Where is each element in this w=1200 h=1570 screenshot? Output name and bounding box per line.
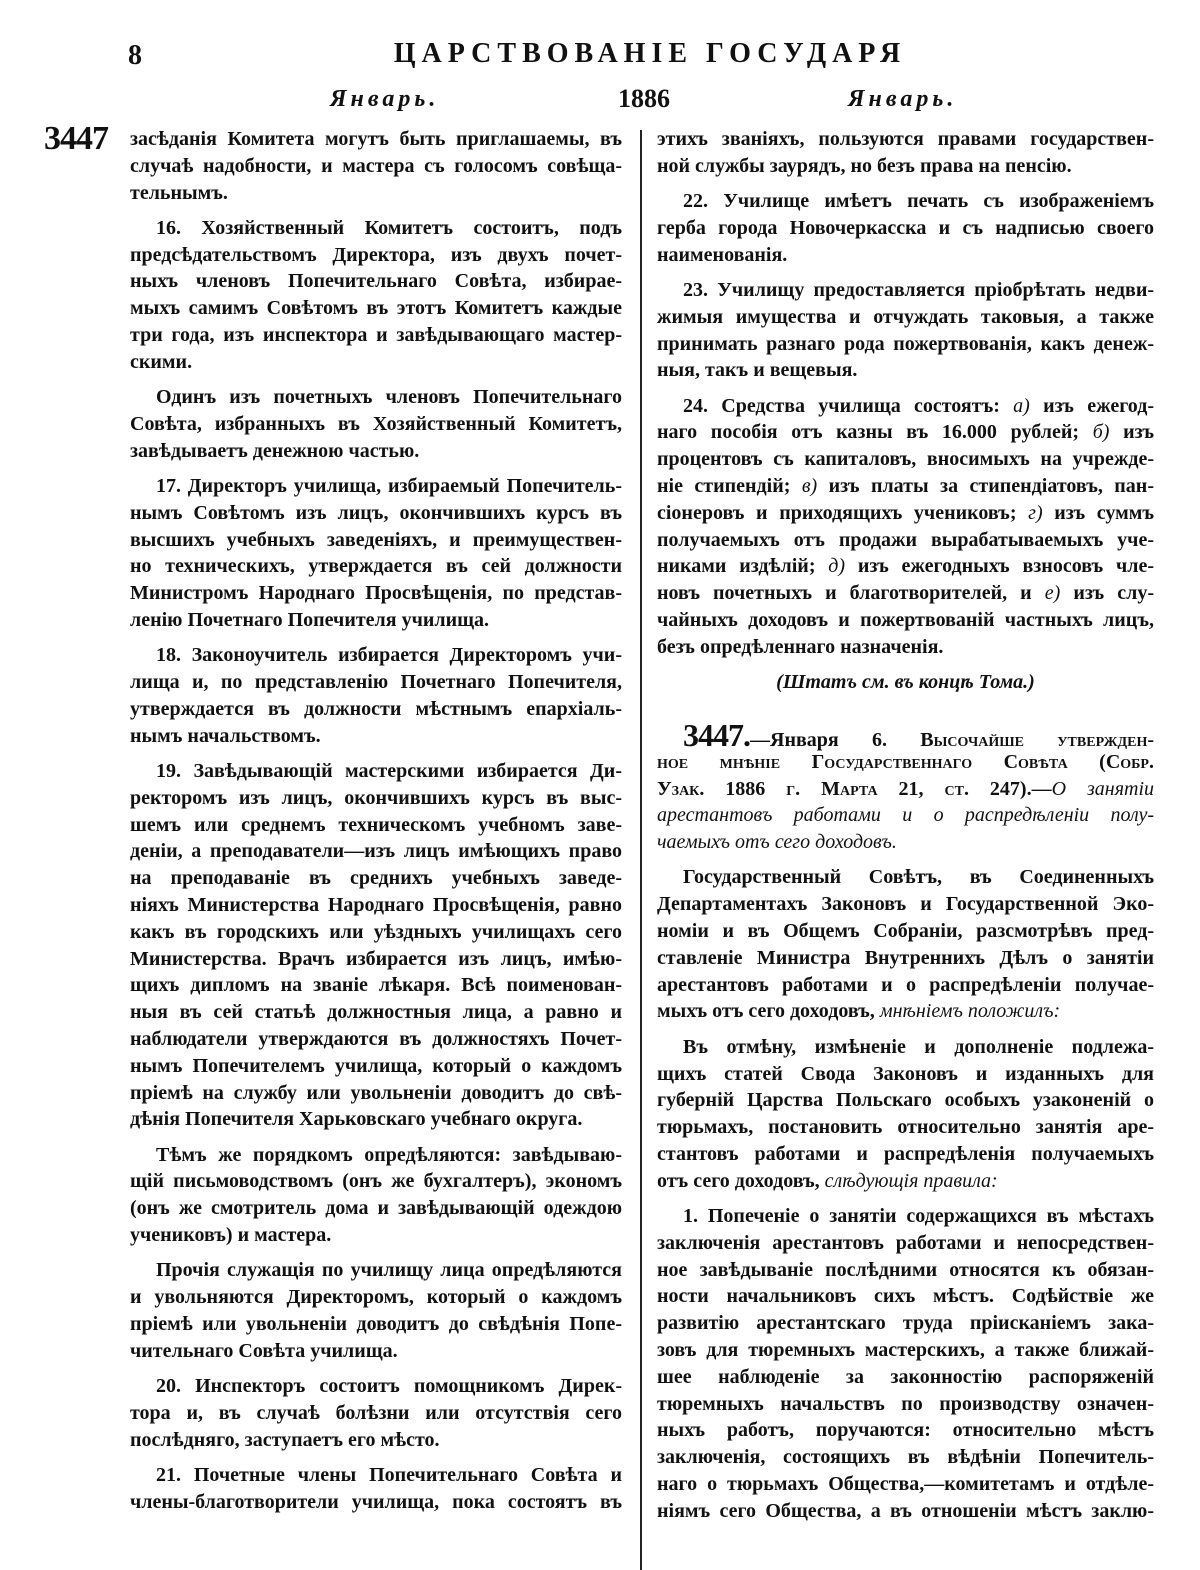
text-line: тора и, въ случаѣ болѣзни или отсутствія сего xyxy=(130,1401,622,1424)
text-line: процентовъ съ капиталовъ, вносимыхъ на учрежде- xyxy=(657,448,1154,471)
text-line: щій письмоводствомъ (онъ же бухгалтеръ), экономъ xyxy=(130,1170,622,1193)
text-line: жимыя имущества и отчуждать таковыя, а также xyxy=(657,305,1154,328)
text-line: арестантовъ работами и о распредѣленіи получае- xyxy=(657,973,1154,996)
paragraph xyxy=(657,126,1154,180)
paragraph xyxy=(657,1203,1154,1525)
text-line: Министерства. Врачъ избирается изъ лицъ, имѣю- xyxy=(130,947,622,970)
text-segment: изъ суммъ xyxy=(1042,501,1155,524)
text-line xyxy=(657,1168,1154,1195)
text-line: ное завѣдываніе послѣдними относятся къ обязан- xyxy=(657,1258,1154,1281)
text-line: пріемѣ или увольненіи доводитъ до свѣдѣнія Попе- xyxy=(130,1312,622,1335)
right-paragraphs-before xyxy=(657,126,1154,661)
text-segment: изъ ежегод- xyxy=(1029,394,1154,417)
text-line xyxy=(657,500,1154,527)
text-line: 1. Попеченіе о занятіи содержащихся въ мѣстахъ xyxy=(683,1204,1154,1227)
text-line: шемъ или среднемъ техническомъ учебномъ заве- xyxy=(130,813,622,836)
text-line: щихъ дипломъ на званіе лѣкаря. Всѣ поименован- xyxy=(130,974,622,997)
text-segment: д) xyxy=(828,555,846,578)
text-line: тельнымъ. xyxy=(130,181,228,204)
text-segment: г. Марта xyxy=(786,777,878,800)
text-segment: 247).— xyxy=(968,777,1052,800)
paragraph xyxy=(657,277,1154,384)
article-number: 3447. xyxy=(683,716,750,753)
text-segment: ное мнѣніе Государственнаго Совѣта xyxy=(657,750,1068,773)
text-segment: Высочайше утвержден- xyxy=(920,728,1154,751)
text-line xyxy=(657,802,1154,829)
text-line: на преподаваніе въ среднихъ учебныхъ заведе- xyxy=(130,867,622,890)
text-line: завѣдываетъ денежною частью. xyxy=(130,439,420,462)
text-line: 19. Завѣдывающій мастерскими избирается Ди- xyxy=(156,760,622,783)
text-segment: сіонеровъ и приходящихъ учениковъ; xyxy=(657,501,1029,524)
margin-article-number: 3447 xyxy=(44,120,108,157)
text-line: ніямъ сего Общества, а въ отношеніи мѣстъ заклю- xyxy=(657,1499,1154,1522)
text-line: Департаментахъ Законовъ и Государственной Эко- xyxy=(657,893,1154,916)
text-line xyxy=(657,393,1154,420)
text-line: этихъ званіяхъ, пользуются правами государствен- xyxy=(657,128,1154,150)
paragraph xyxy=(130,1462,622,1516)
text-segment: изъ слу- xyxy=(1060,582,1155,605)
text-line: 18. Законоучитель избирается Директоромъ учи- xyxy=(156,644,622,667)
paragraph xyxy=(130,215,622,376)
text-segment: новъ почетныхъ и благотворителей, и xyxy=(657,582,1045,605)
text-line xyxy=(657,716,1154,753)
text-line: безъ опредѣленнаго назначенія. xyxy=(657,635,944,658)
text-line: Министромъ Народнаго Просвѣщенія, по представ- xyxy=(130,582,622,605)
text-line xyxy=(657,829,1154,856)
text-segment: слѣдующія правила: xyxy=(824,1169,998,1192)
text-line: ставленіе Министра Внутреннихъ Дѣлъ о занятіи xyxy=(657,946,1154,969)
text-line: щихъ статей Свода Законовъ и изданныхъ для xyxy=(657,1062,1154,1085)
text-line: шее наблюденіе за законностію распоряженій xyxy=(657,1365,1154,1388)
text-segment: изъ ежегодныхъ взносовъ чле- xyxy=(845,555,1154,578)
text-segment: чаемыхъ отъ сего доходовъ. xyxy=(657,831,897,854)
text-line: 17. Директоръ училища, избираемый Попечитель- xyxy=(156,475,622,498)
text-line: скими. xyxy=(130,350,193,373)
text-line: принимать разнаго рода пожертвованія, какъ денеж- xyxy=(657,332,1154,355)
text-segment: б) xyxy=(1092,421,1110,444)
article-heading xyxy=(657,716,1155,856)
text-segment: Узак. xyxy=(657,777,705,800)
text-line: получаемыхъ отъ продажи вырабатываемыхъ уче- xyxy=(657,528,1154,551)
text-line xyxy=(657,998,1154,1025)
text-line xyxy=(657,776,1154,803)
paragraph xyxy=(130,473,622,634)
year: 1886 xyxy=(618,84,670,113)
text-line: наго о тюрьмахъ Общества,—комитетамъ и отдѣле- xyxy=(657,1472,1154,1495)
text-line: Тѣмъ же порядкомъ опредѣляются: завѣдываю- xyxy=(156,1143,622,1166)
paragraph xyxy=(657,393,1154,661)
page-number: 8 xyxy=(128,40,142,71)
text-line: нымъ Совѣтомъ изъ лицъ, окончившихъ курсъ въ xyxy=(130,501,622,524)
text-line: ныя, такъ и вещевыя. xyxy=(657,359,858,382)
text-line: но техническихъ, утверждается въ сей должности xyxy=(130,555,622,578)
text-segment: отъ сего доходовъ, xyxy=(657,1169,825,1192)
text-segment: изъ платы за стипендіатовъ, пан- xyxy=(817,475,1154,498)
text-line: ректоромъ изъ лицъ, окончившихъ курсъ въ выс- xyxy=(130,786,622,809)
month-left: Январь. xyxy=(330,86,440,112)
text-line xyxy=(657,553,1154,580)
text-segment: арестантовъ работами и о распредѣленіи полу- xyxy=(657,804,1154,827)
text-line: ленію Почетнаго Попечителя училища. xyxy=(130,609,490,632)
text-line: наименованія. xyxy=(657,243,788,266)
text-segment: 21, xyxy=(877,777,945,800)
text-line xyxy=(657,419,1154,446)
text-line: чительнаго Совѣта училища. xyxy=(130,1339,398,1362)
text-line: Государственный Совѣтъ, въ Соединенныхъ xyxy=(683,866,1154,889)
text-line: дѣнія Попечителя Харьковскаго учебнаго округа. xyxy=(130,1108,583,1131)
text-line: послѣдняго, заступаетъ его мѣсто. xyxy=(130,1428,440,1451)
text-line: мыхъ самимъ Совѣтомъ въ этотъ Комитетъ каждые xyxy=(130,297,622,320)
text-line: заключенія арестантовъ работами и непосредствен- xyxy=(657,1231,1154,1254)
text-line: утверждается въ должности мѣстнымъ епархіаль- xyxy=(130,697,622,720)
right-paragraphs-after xyxy=(657,716,1155,1525)
text-line xyxy=(657,473,1154,500)
text-line: три года, изъ инспектора и завѣдывающаго мастер- xyxy=(130,324,622,347)
text-line: зовъ для тюремныхъ мастерскихъ, а также ближай- xyxy=(657,1338,1154,1361)
text-line: 22. Училище имѣетъ печать съ изображеніемъ xyxy=(683,190,1154,213)
paragraph xyxy=(657,864,1154,1025)
text-line: (онъ же смотритель дома и завѣдывающій одеждою xyxy=(130,1197,622,1220)
paragraph xyxy=(130,758,622,1133)
paragraph xyxy=(130,1373,622,1453)
text-line: ныхъ членовъ Попечительнаго Совѣта, избирае- xyxy=(130,270,622,293)
text-line: 21. Почетные члены Попечительнаго Совѣта и xyxy=(156,1463,622,1486)
text-segment: мнѣніемъ положилъ: xyxy=(879,1000,1061,1023)
text-line: заключенія, состоящихъ въ вѣдѣніи Попечитель- xyxy=(657,1446,1154,1469)
text-line: Совѣта, избранныхъ въ Хозяйственный Комитетъ, xyxy=(130,412,622,435)
text-line: засѣданія Комитета могутъ быть приглашаемы, въ xyxy=(130,128,622,150)
month-right: Январь. xyxy=(848,86,958,112)
text-line: предсѣдательствомъ Директора, изъ двухъ почет- xyxy=(130,243,622,266)
text-segment: мыхъ отъ сего доходовъ, xyxy=(657,1000,880,1023)
text-line: ныя въ сей статьѣ должностныя лица, а равно и xyxy=(130,1001,622,1024)
text-segment: 24. Средства училища состоятъ: xyxy=(683,394,1014,417)
text-line: учениковъ) и мастера. xyxy=(130,1224,332,1247)
text-line: нымъ Попечителемъ училища, который о каждомъ xyxy=(130,1054,622,1077)
text-line: тюрьмахъ, постановить относительно занятія аре- xyxy=(657,1116,1154,1139)
text-line: деніи, а преподаватели—изъ лицъ имѣющихъ право xyxy=(130,840,622,863)
text-line: 16. Хозяйственный Комитетъ состоитъ, подъ xyxy=(156,216,622,239)
text-line: 23. Училищу предоставляется пріобрѣтать недви- xyxy=(683,278,1154,301)
running-title: ЦАРСТВОВАНІЕ ГОСУДАРЯ xyxy=(393,38,907,69)
text-segment: изъ xyxy=(1109,421,1154,444)
text-line: лища и, по представленію Почетнаго Попечителя, xyxy=(130,671,622,694)
paragraph xyxy=(130,642,622,749)
text-line: губерній Царства Польскаго особыхъ узаконеній о xyxy=(657,1089,1154,1112)
text-segment: —Января 6. xyxy=(750,728,921,751)
text-line: пріемѣ на службу или увольненіи доводитъ до свѣ- xyxy=(130,1081,622,1104)
paragraph xyxy=(130,384,622,464)
left-column xyxy=(130,126,622,1524)
text-segment: ніе стипендій; xyxy=(657,475,802,498)
right-column xyxy=(657,126,1154,1533)
paragraph xyxy=(130,1142,622,1249)
text-line: развитію арестантскаго труда пріисканіемъ зака- xyxy=(657,1312,1154,1335)
text-segment: наго пособія отъ казны въ 16.000 рублей; xyxy=(657,421,1093,444)
text-line: Одинъ изъ почетныхъ членовъ Попечительнаго xyxy=(156,386,622,409)
text-segment: е) xyxy=(1044,582,1061,605)
text-segment: г) xyxy=(1028,501,1043,524)
staff-note: (Штатъ см. въ концѣ Тома.) xyxy=(776,671,1035,694)
text-line: стантовъ работами и распредѣленія получаемыхъ xyxy=(657,1142,1154,1165)
text-segment: Собр. xyxy=(1105,750,1154,773)
text-line xyxy=(657,580,1154,607)
column-divider xyxy=(640,130,642,1570)
paragraph xyxy=(657,1034,1154,1195)
text-segment: а) xyxy=(1013,394,1030,417)
text-segment: ( xyxy=(1067,750,1106,773)
text-segment: ст. xyxy=(944,777,969,800)
text-line: ности начальниковъ сихъ мѣстъ. Содѣйствіе же xyxy=(657,1285,1154,1308)
text-line: ніяхъ Министерства Народнаго Просвѣщенія, равно xyxy=(130,894,622,917)
text-line: случаѣ надобности, и мастера съ голосомъ совѣща- xyxy=(130,154,622,177)
text-line: Прочія служащія по училищу лица опредѣляются xyxy=(156,1259,622,1282)
text-line: ной службы заурядъ, но безъ права на пенсію. xyxy=(657,154,1072,177)
text-line: нымъ начальствомъ. xyxy=(130,724,321,747)
text-line: герба города Новочеркасска и съ надписью своего xyxy=(657,216,1154,239)
paragraph xyxy=(130,1257,622,1364)
text-segment: никами издѣлій; xyxy=(657,555,829,578)
paragraph xyxy=(130,126,622,206)
text-line: члены-благотворители училища, пока состоятъ въ xyxy=(130,1490,622,1513)
paragraph xyxy=(657,188,1154,268)
text-line: 20. Инспекторъ состоитъ помощникомъ Дирек- xyxy=(156,1375,622,1398)
text-line: номіи и въ Общемъ Собраніи, разсмотрѣвъ пред- xyxy=(657,920,1154,943)
text-line xyxy=(657,749,1154,776)
text-line: высшихъ учебныхъ заведеніяхъ, и преимуществен- xyxy=(130,528,622,551)
text-line: какъ въ городскихъ или уѣздныхъ училищахъ сего xyxy=(130,920,622,943)
text-line: чайныхъ доходовъ и пожертвованій частныхъ лицъ, xyxy=(657,609,1154,632)
text-line: Въ отмѣну, измѣненіе и дополненіе подлежа- xyxy=(683,1035,1154,1058)
text-line: тюремныхъ начальствъ по производству означен- xyxy=(657,1392,1154,1415)
text-segment: 1886 xyxy=(704,777,787,800)
text-segment: в) xyxy=(801,475,818,498)
text-line: ныхъ работъ, поручаются: относительно мѣстъ xyxy=(657,1419,1154,1442)
text-line: и увольняются Директоромъ, который о каждомъ xyxy=(130,1286,622,1309)
text-segment: О занятіи xyxy=(1051,777,1155,800)
text-line: наблюдатели утверждаются въ должностяхъ Почет- xyxy=(130,1028,622,1050)
